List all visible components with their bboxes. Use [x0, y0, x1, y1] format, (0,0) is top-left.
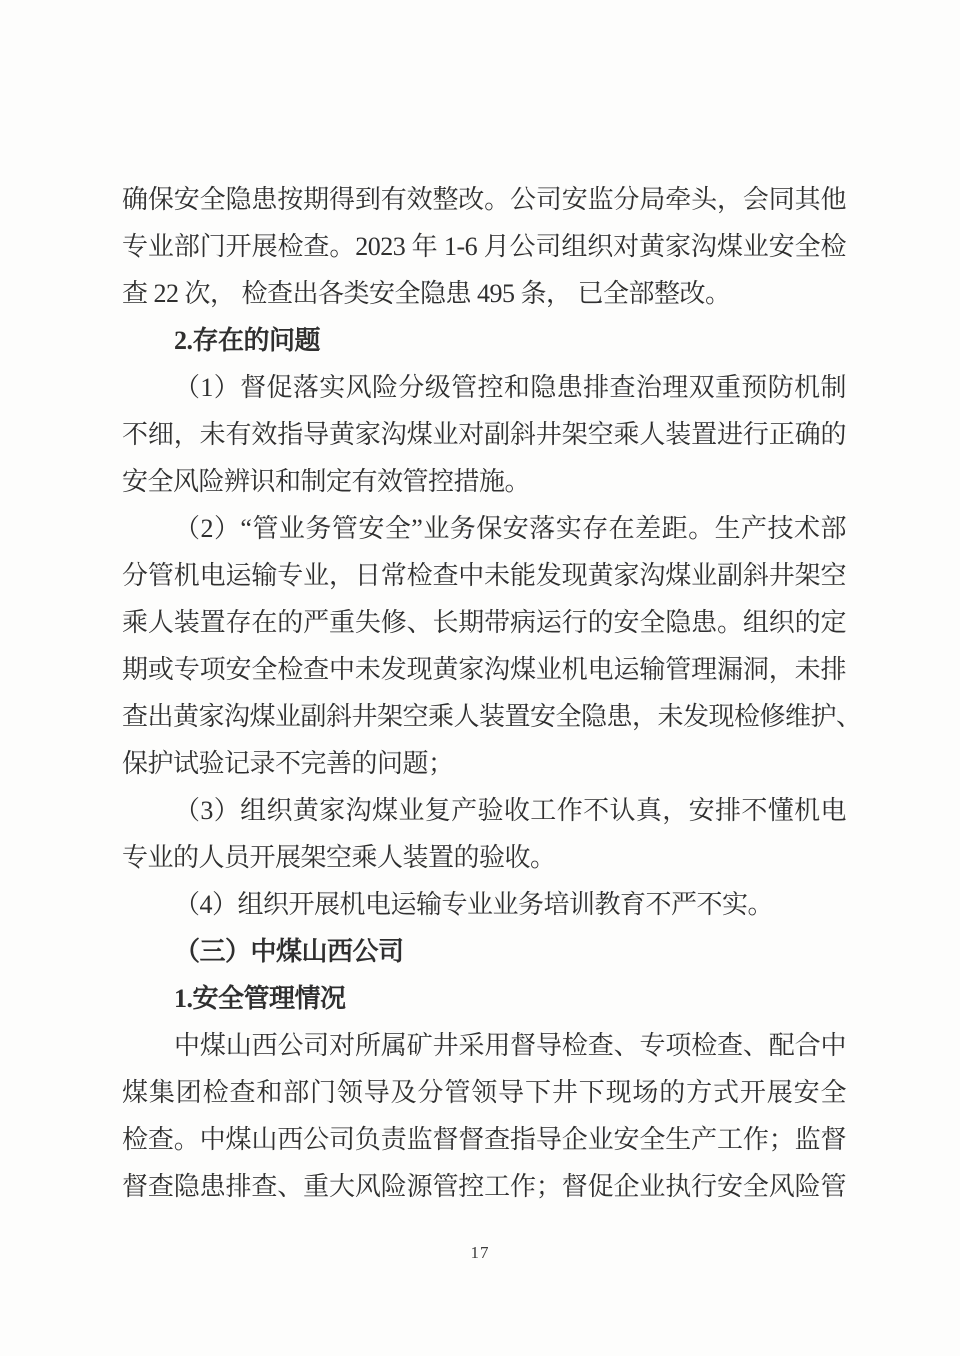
text-line: 乘人装置存在的严重失修、长期带病运行的安全隐患。组织的定: [122, 608, 846, 637]
text-line: 期或专项安全检查中未发现黄家沟煤业机电运输管理漏洞，未排: [122, 655, 846, 684]
text-line: 查出黄家沟煤业副斜井架空乘人装置安全隐患，未发现检修维护、: [122, 702, 862, 731]
text-line: 督查隐患排查、重大风险源管控工作；督促企业执行安全风险管: [122, 1172, 846, 1201]
text-line: 中煤山西公司对所属矿井采用督导检查、专项检查、配合中: [174, 1031, 846, 1060]
page-number: 17: [470, 1243, 490, 1262]
section-heading: 2.存在的问题: [174, 326, 321, 355]
text-line: 不细，未有效指导黄家沟煤业对副斜井架空乘人装置进行正确的: [122, 420, 846, 449]
text-line: 保护试验记录不完善的问题；: [122, 749, 454, 778]
text-line: 专业部门开展检查。2023 年 1-6 月公司组织对黄家沟煤业安全检: [122, 232, 846, 261]
text-line: 确保安全隐患按期得到有效整改。公司安监分局牵头，会同其他: [122, 185, 846, 214]
section-heading: （三）中煤山西公司: [174, 937, 404, 966]
text-line: （4）组织开展机电运输专业业务培训教育不严不实。: [174, 890, 774, 919]
text-line: （2）“管业务管安全”业务保安落实存在差距。生产技术部: [174, 514, 846, 543]
text-line: （1）督促落实风险分级管控和隐患排查治理双重预防机制: [174, 373, 846, 402]
text-line: 专业的人员开展架空乘人装置的验收。: [122, 843, 556, 872]
text-line: 煤集团检查和部门领导及分管领导下井下现场的方式开展安全: [122, 1078, 846, 1107]
document-body: [122, 176, 862, 1210]
text-line: （3）组织黄家沟煤业复产验收工作不认真，安排不懂机电: [174, 796, 846, 825]
section-heading: 1.安全管理情况: [174, 984, 346, 1013]
text-line: 安全风险辨识和制定有效管控措施。: [122, 467, 531, 496]
text-line: 检查。中煤山西公司负责监督督查指导企业安全生产工作；监督: [122, 1125, 846, 1154]
text-line: 查 22 次， 检查出各类安全隐患 495 条， 已全部整改。: [122, 279, 731, 308]
text-line: 分管机电运输专业，日常检查中未能发现黄家沟煤业副斜井架空: [122, 561, 846, 590]
